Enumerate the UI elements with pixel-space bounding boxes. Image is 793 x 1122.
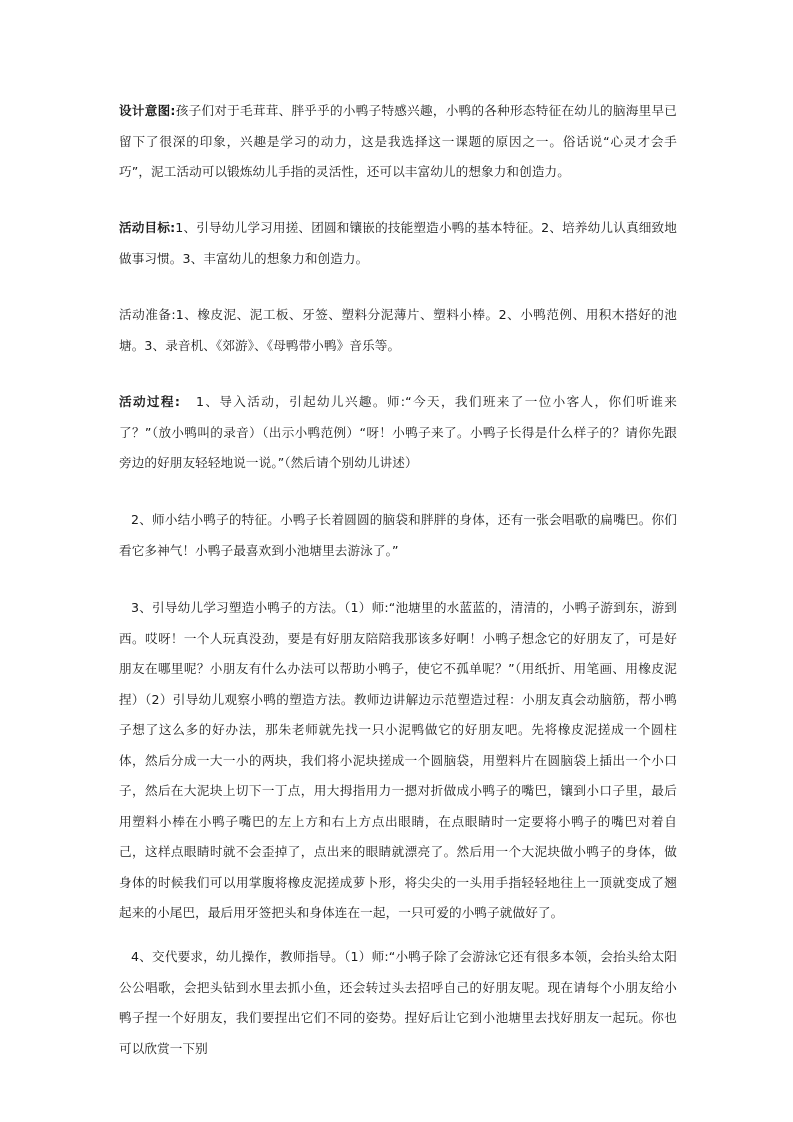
section-text: 1、引导幼儿学习用搓、团圆和镶嵌的技能塑造小鸭的基本特征。2、培养幼儿认真细致地做事习惯。3、丰富幼儿的想象力和创造力。 [119, 220, 677, 266]
section-design-intent [119, 96, 677, 188]
section-text: 2、师小结小鸭子的特征。小鸭子长着圆圆的脑袋和胖胖的身体，还有一张会唱歌的扁嘴巴。你们看它多神气！小鸭子最喜欢到小池塘里去游泳了。” [119, 512, 677, 558]
section-activity-preparation [119, 300, 677, 361]
section-text: 3、引导幼儿学习塑造小鸭子的方法。（1）师:“池塘里的水蓝蓝的，清清的，小鸭子游到东，游到西。哎呀！一个人玩真没劲，要是有好朋友陪陪我那该多好啊！小鸭子想念它的好朋友了，可是好朋友在哪里呢？小朋友有什么办法可以帮助小鸭子，使它不孤单呢？”（用纸折、用笔画、用橡皮泥捏）（2）引导幼儿观察小鸭的塑造方法。教师边讲解边示范塑造过程：小朋友真会动脑筋，帮小鸭子想了这么多的好办法，那朱老师就先找一只小泥鸭做它的好朋友吧。先将橡皮泥搓成一个圆柱体，然后分成一大一小的两块，我们将小泥块搓成一个圆脑袋，用塑料片在圆脑袋上插出一个小口子，然后在大泥块上切下一丁点，用大拇指用力一摁对折做成小鸭子的嘴巴，镶到小口子里，最后用塑料小棒在小鸭子嘴巴的左上方和右上方点出眼睛，在点眼睛时一定要将小鸭子的嘴巴对着自己，这样点眼睛时就不会歪掉了，点出来的眼睛就漂亮了。然后用一个大泥块做小鸭子的身体，做身体的时候我们可以用掌腹将橡皮泥搓成萝卜形，将尖尖的一头用手指轻轻地往上一顶就变成了翘起来的小尾巴，最后用牙签把头和身体连在一起，一只可爱的小鸭子就做好了。 [119, 600, 677, 920]
section-text: 孩子们对于毛茸茸、胖乎乎的小鸭子特感兴趣，小鸭的各种形态特征在幼儿的脑海里早已留下了很深的印象，兴趣是学习的动力，这是我选择这一课题的原因之一。俗话说“心灵才会手巧”，泥工活动可以锻炼幼儿手指的灵活性，还可以丰富幼儿的想象力和创造力。 [119, 103, 677, 179]
section-label: 设计意图: [119, 103, 176, 118]
section-text: 4、交代要求，幼儿操作，教师指导。（1）师:“小鸭子除了会游泳它还有很多本领，会抬头给太阳公公唱歌，会把头钻到水里去抓小鱼，还会转过头去招呼自己的好朋友呢。现在请每个小朋友给小鸭子捏一个好朋友，我们要捏出它们不同的姿势。捏好后让它到小池塘里去找好朋友一起玩。你也可以欣赏一下别 [119, 949, 677, 1056]
process-step-2 [119, 505, 677, 566]
section-activity-goals [119, 213, 677, 274]
process-step-4 [119, 942, 677, 1064]
section-label: 活动过程: [119, 394, 180, 409]
section-label: 活动目标: [119, 220, 176, 235]
section-text: 1、导入活动，引起幼儿兴趣。师:“今天，我们班来了一位小客人，你们听谁来了？”（放小鸭叫的录音）（出示小鸭范例）“呀！小鸭子来了。小鸭子长得是什么样子的？请你先跟旁边的好朋友轻轻地说一说。”（然后请个别幼儿讲述） [119, 394, 677, 470]
section-text: 1、橡皮泥、泥工板、牙签、塑料分泥薄片、塑料小棒。2、小鸭范例、用积木搭好的池塘。3、录音机、《郊游》、《母鸭带小鸭》音乐等。 [119, 307, 677, 353]
section-activity-process [119, 387, 677, 479]
process-step-3 [119, 593, 677, 929]
section-label: 活动准备: [119, 307, 176, 322]
